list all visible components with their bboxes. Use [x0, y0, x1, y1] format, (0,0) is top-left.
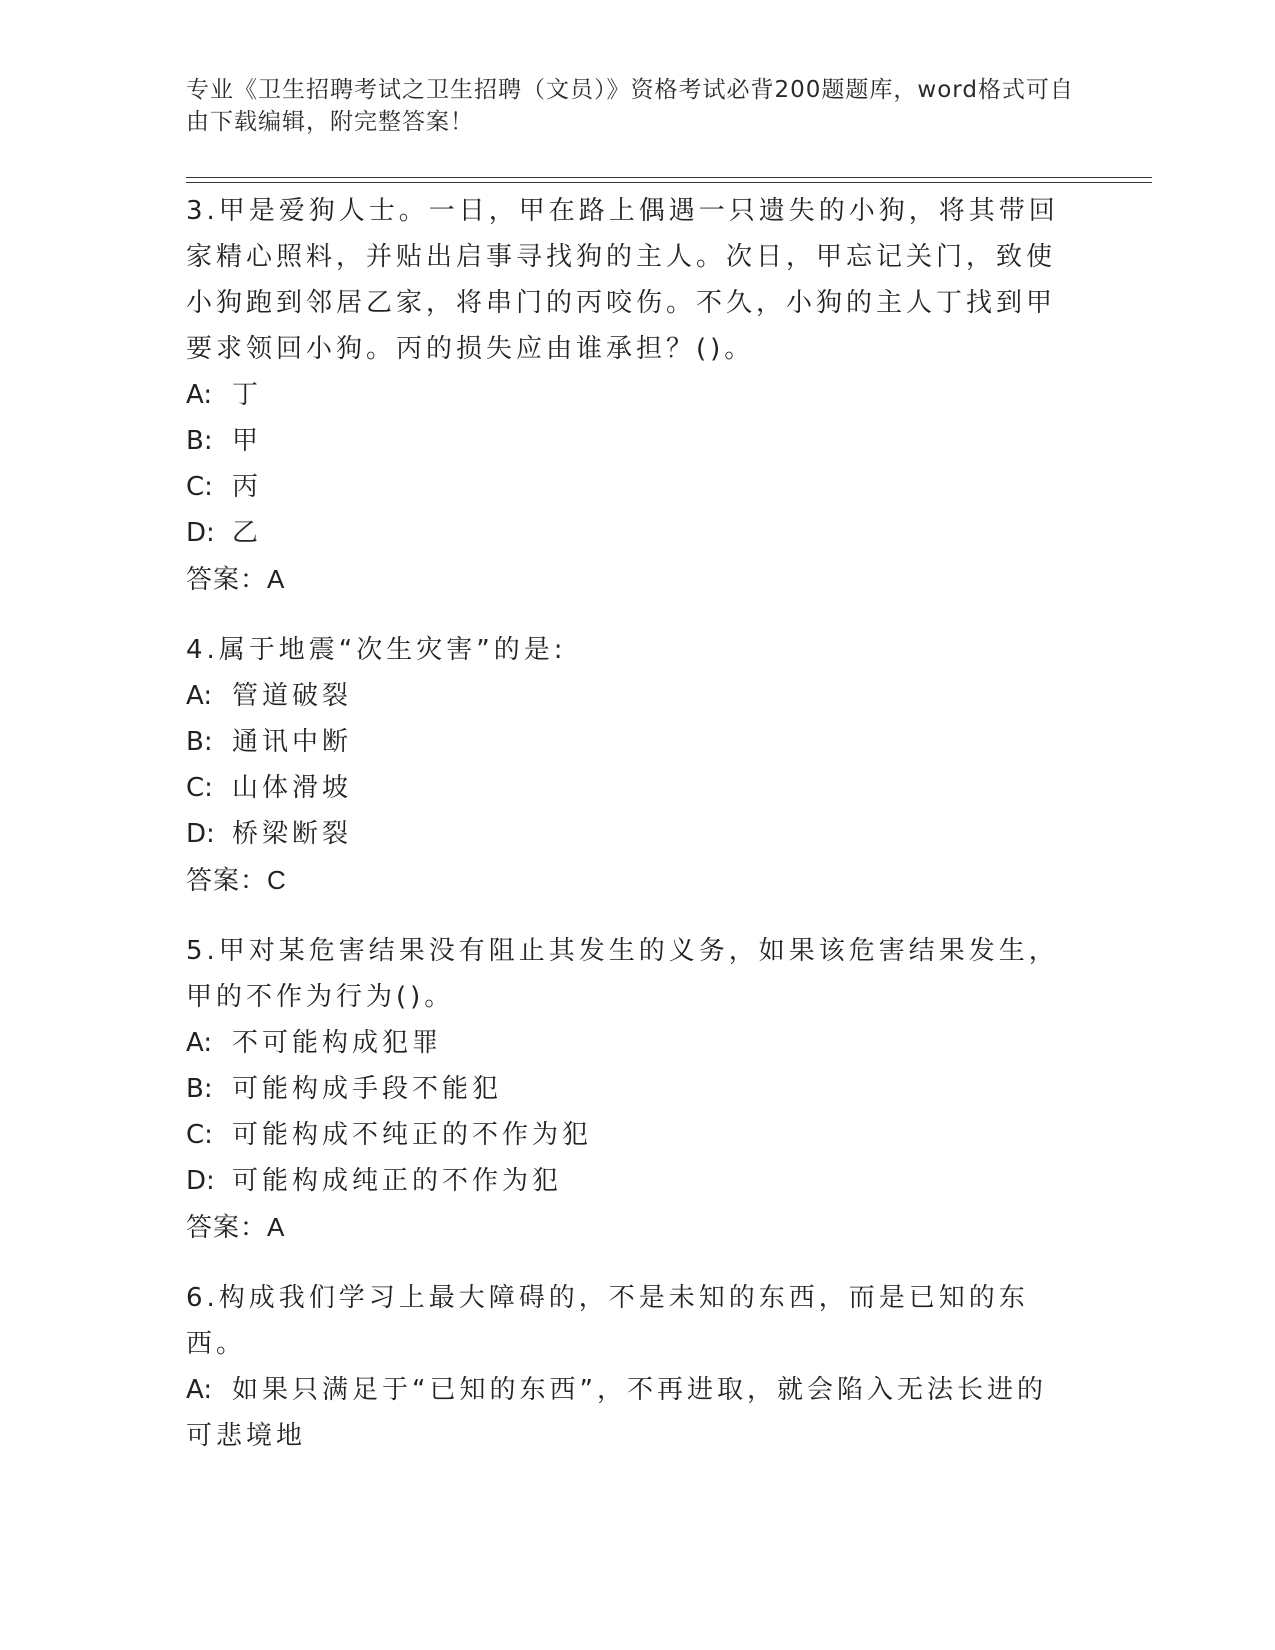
question-stem: 3.甲是爱狗人士。一日，甲在路上偶遇一只遗失的小狗，将其带回家精心照料，并贴出启事寻找狗的主人。次日，甲忘记关门，致使小狗跑到邻居乙家，将串门的丙咬伤。不久，小狗的主人丁找到甲要求领回小狗。丙的损失应由谁承担？()。: [186, 196, 1059, 364]
option-b: [186, 1066, 1076, 1112]
option-letter: C:: [186, 472, 213, 502]
answer-line: 答案：C: [186, 865, 287, 895]
option-text: 通讯中断: [232, 727, 353, 757]
option-text: 可能构成不纯正的不作为犯: [232, 1120, 593, 1150]
option-text: 桥梁断裂: [232, 819, 353, 849]
option-text: 管道破裂: [232, 681, 353, 711]
option-text: 可能构成纯正的不作为犯: [232, 1166, 563, 1196]
header-divider-bottom: [186, 182, 1152, 183]
question-5: [186, 928, 1076, 1250]
option-a: [186, 1020, 1076, 1066]
option-a: [186, 673, 1076, 719]
option-b: [186, 719, 1076, 765]
option-letter: C:: [186, 1120, 213, 1150]
option-letter: A:: [186, 380, 213, 410]
option-d: [186, 510, 1076, 556]
option-letter: A:: [186, 681, 213, 711]
question-3: [186, 188, 1076, 602]
question-stem: 4.属于地震“次生灾害”的是:: [186, 635, 567, 665]
option-letter: B:: [186, 426, 213, 456]
document-header: 专业《卫生招聘考试之卫生招聘（文员）》资格考试必背200题题库，word格式可自由下载编辑，附完整答案！: [186, 77, 1074, 135]
option-text: 可能构成手段不能犯: [232, 1074, 503, 1104]
question-6: [186, 1275, 1076, 1459]
option-a: [186, 1367, 1076, 1459]
option-text: 乙: [232, 518, 263, 548]
option-c: [186, 464, 1076, 510]
option-letter: A:: [186, 1375, 213, 1405]
option-a: [186, 372, 1076, 418]
option-c: [186, 1112, 1076, 1158]
option-text: 丁: [232, 380, 263, 410]
option-text: 甲: [232, 426, 263, 456]
header-divider-top: [186, 177, 1152, 178]
option-letter: D:: [186, 1166, 215, 1196]
option-text: 丙: [232, 472, 263, 502]
option-d: [186, 811, 1076, 857]
option-c: [186, 765, 1076, 811]
option-letter: B:: [186, 1074, 213, 1104]
option-letter: A:: [186, 1028, 213, 1058]
question-4: [186, 627, 1076, 903]
option-text: 如果只满足于“已知的东西”，不再进取，就会陷入无法长进的可悲境地: [186, 1375, 1047, 1451]
question-list: [186, 188, 1076, 1484]
option-d: [186, 1158, 1076, 1204]
answer-line: 答案：A: [186, 1212, 286, 1242]
question-stem: 5.甲对某危害结果没有阻止其发生的义务，如果该危害结果发生，甲的不作为行为()。: [186, 936, 1059, 1012]
option-letter: C:: [186, 773, 213, 803]
option-letter: D:: [186, 518, 215, 548]
option-letter: D:: [186, 819, 215, 849]
option-text: 山体滑坡: [232, 773, 353, 803]
option-text: 不可能构成犯罪: [232, 1028, 443, 1058]
option-b: [186, 418, 1076, 464]
option-letter: B:: [186, 727, 213, 757]
answer-line: 答案：A: [186, 564, 286, 594]
question-stem: 6.构成我们学习上最大障碍的，不是未知的东西，而是已知的东西。: [186, 1283, 1029, 1359]
